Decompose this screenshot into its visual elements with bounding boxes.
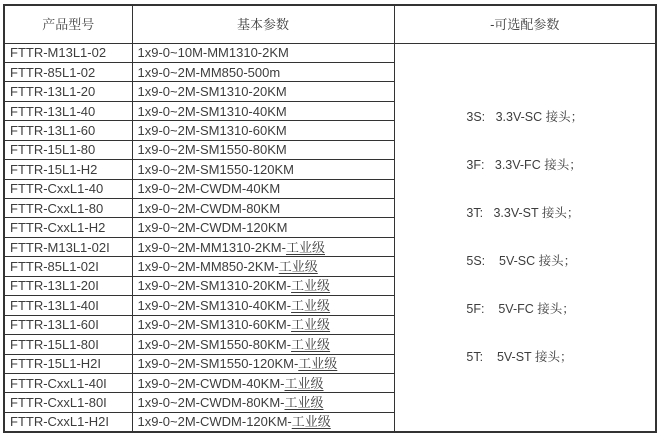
col-header-basic-params: 基本参数 — [132, 5, 394, 43]
col-header-optional-params: -可选配参数 — [394, 5, 656, 43]
params-text: 1x9-0~2M-CWDM-80KM — [137, 200, 281, 216]
optional-line: 3S: 3.3V-SC 接头； — [466, 110, 584, 125]
optional-line: 3F: 3.3V-FC 接头； — [466, 158, 582, 173]
params-underlined-text: 工业级 — [291, 278, 331, 294]
params-text: 1x9-0~2M-MM850-500m — [137, 64, 281, 80]
params-cell — [132, 373, 394, 392]
params-text: 1x9-0~2M-SM1310-20KM — [137, 84, 287, 100]
params-cell — [132, 140, 394, 159]
params-cell — [132, 62, 394, 81]
params-cell — [132, 315, 394, 334]
params-cell — [132, 296, 394, 315]
params-cell — [132, 393, 394, 412]
optional-params-cell — [394, 43, 656, 432]
params-underlined-text: 工业级 — [278, 259, 318, 275]
params-text: 1x9-0~2M-SM1310-20KM- — [137, 278, 292, 294]
params-text: 1x9-0~2M-MM850-2KM- — [137, 259, 279, 275]
params-text: 1x9-0~2M-SM1550-80KM — [137, 142, 287, 158]
params-cell — [132, 276, 394, 295]
model-cell: FTTR-CxxL1-80I — [4, 393, 132, 412]
model-cell: FTTR-CxxL1-H2I — [4, 412, 132, 432]
model-cell: FTTR-13L1-40 — [4, 101, 132, 120]
col-header-model: 产品型号 — [4, 5, 132, 43]
optional-line: 3T: 3.3V-ST 接头； — [466, 206, 580, 221]
params-cell — [132, 218, 394, 237]
params-text: 1x9-0~2M-CWDM-80KM- — [137, 395, 285, 411]
params-underlined-text: 工业级 — [284, 375, 324, 391]
params-text: 1x9-0~2M-SM1310-40KM- — [137, 297, 292, 313]
product-spec-table — [3, 4, 657, 433]
model-cell: FTTR-13L1-60 — [4, 121, 132, 140]
params-underlined-text: 工业级 — [298, 356, 338, 372]
params-cell — [132, 335, 394, 354]
params-underlined-text: 工业级 — [291, 297, 331, 313]
params-cell — [132, 82, 394, 101]
params-text: 1x9-0~2M-CWDM-40KM — [137, 181, 281, 197]
params-cell — [132, 179, 394, 198]
params-text: 1x9-0~2M-CWDM-40KM- — [137, 375, 285, 391]
model-cell: FTTR-M13L1-02 — [4, 43, 132, 62]
params-underlined-text: 工业级 — [291, 336, 331, 352]
params-underlined-text: 工业级 — [284, 395, 324, 411]
params-cell — [132, 257, 394, 276]
model-cell: FTTR-CxxL1-40 — [4, 179, 132, 198]
params-text: 1x9-0~2M-SM1310-60KM — [137, 122, 287, 138]
model-cell: FTTR-M13L1-02I — [4, 237, 132, 256]
model-cell: FTTR-CxxL1-80 — [4, 199, 132, 218]
params-cell — [132, 199, 394, 218]
params-text: 1x9-0~2M-SM1310-40KM — [137, 103, 287, 119]
model-cell: FTTR-13L1-40I — [4, 296, 132, 315]
params-text: 1x9-0~2M-MM1310-2KM- — [137, 239, 286, 255]
params-cell — [132, 43, 394, 62]
params-text: 1x9-0~2M-CWDM-120KM — [137, 220, 288, 236]
params-underlined-text: 工业级 — [291, 414, 331, 430]
params-text: 1x9-0~2M-SM1550-120KM — [137, 161, 294, 177]
model-cell: FTTR-CxxL1-40I — [4, 373, 132, 392]
params-text: 1x9-0~2M-CWDM-120KM- — [137, 414, 292, 430]
params-text: 1x9-0~10M-MM1310-2KM — [137, 45, 289, 61]
model-cell: FTTR-85L1-02 — [4, 62, 132, 81]
optional-line: 5F: 5V-FC 接头； — [466, 302, 575, 317]
model-cell: FTTR-15L1-H2I — [4, 354, 132, 373]
optional-line: 5S: 5V-SC 接头； — [466, 254, 577, 269]
model-cell: FTTR-13L1-20 — [4, 82, 132, 101]
params-cell — [132, 101, 394, 120]
params-text: 1x9-0~2M-SM1310-60KM- — [137, 317, 292, 333]
params-text: 1x9-0~2M-SM1550-120KM- — [137, 356, 299, 372]
params-cell — [132, 354, 394, 373]
params-cell — [132, 237, 394, 256]
params-cell — [132, 160, 394, 179]
model-cell: FTTR-15L1-80I — [4, 335, 132, 354]
model-cell: FTTR-13L1-20I — [4, 276, 132, 295]
model-cell: FTTR-CxxL1-H2 — [4, 218, 132, 237]
model-cell: FTTR-15L1-80 — [4, 140, 132, 159]
header-row — [4, 5, 656, 43]
model-cell: FTTR-85L1-02I — [4, 257, 132, 276]
table-row — [4, 43, 656, 62]
params-cell — [132, 121, 394, 140]
model-cell: FTTR-13L1-60I — [4, 315, 132, 334]
params-underlined-text: 工业级 — [291, 317, 331, 333]
params-cell — [132, 412, 394, 432]
params-underlined-text: 工业级 — [285, 239, 325, 255]
model-cell: FTTR-15L1-H2 — [4, 160, 132, 179]
params-text: 1x9-0~2M-SM1550-80KM- — [137, 336, 292, 352]
optional-line: 5T: 5V-ST 接头； — [466, 350, 573, 365]
optional-params-block — [466, 77, 583, 397]
